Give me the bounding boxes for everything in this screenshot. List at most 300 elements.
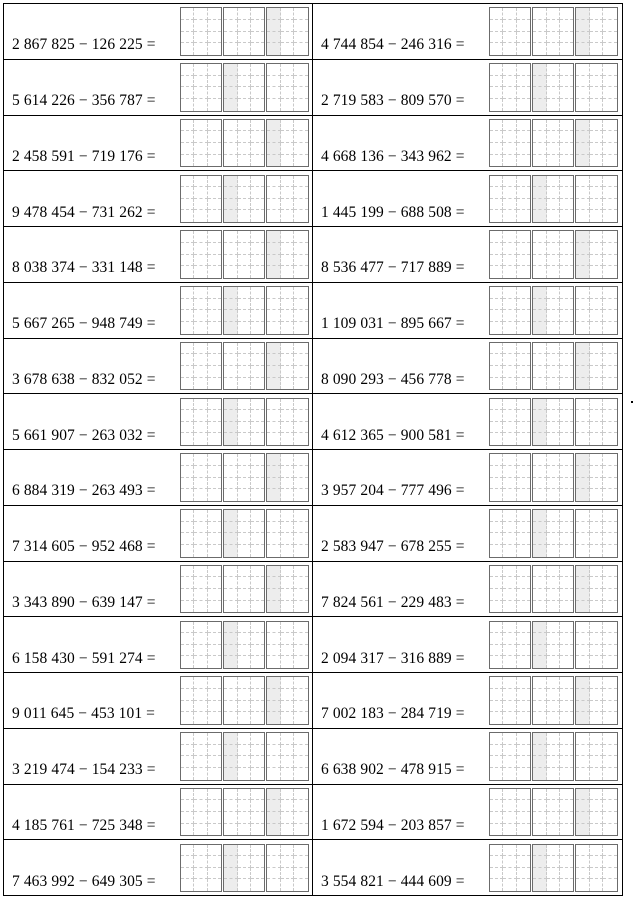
answer-grid-cell[interactable] xyxy=(194,131,207,143)
answer-grid-cell[interactable] xyxy=(224,76,237,88)
answer-grid-cell[interactable] xyxy=(238,745,251,757)
answer-grid-cell[interactable] xyxy=(181,287,194,299)
answer-grid-cell[interactable] xyxy=(294,677,307,689)
answer-grid-cell[interactable] xyxy=(603,366,616,378)
answer-grid-cell[interactable] xyxy=(533,399,546,411)
answer-grid-cell[interactable] xyxy=(603,343,616,355)
answer-grid-cell[interactable] xyxy=(181,645,194,657)
answer-grid-cell[interactable] xyxy=(181,656,194,668)
answer-grid-cell[interactable] xyxy=(560,231,573,243)
answer-grid-cell[interactable] xyxy=(181,701,194,713)
answer-grid-cell[interactable] xyxy=(533,656,546,668)
answer-grid-cell[interactable] xyxy=(576,633,589,645)
answer-grid-cell[interactable] xyxy=(503,243,516,255)
answer-grid-cell[interactable] xyxy=(590,143,603,155)
answer-grid-cell[interactable] xyxy=(590,243,603,255)
answer-grid-cell[interactable] xyxy=(294,287,307,299)
answer-grid-group[interactable] xyxy=(266,342,308,390)
answer-grid-cell[interactable] xyxy=(603,812,616,824)
answer-grid-group[interactable] xyxy=(575,621,617,669)
answer-grid-cell[interactable] xyxy=(224,187,237,199)
answer-grid-cell[interactable] xyxy=(181,601,194,613)
answer-grid-cell[interactable] xyxy=(238,868,251,880)
answer-grid-cell[interactable] xyxy=(194,310,207,322)
answer-grid-cell[interactable] xyxy=(503,601,516,613)
answer-grid-cell[interactable] xyxy=(281,879,294,891)
answer-grid-cell[interactable] xyxy=(576,20,589,32)
answer-grid-cell[interactable] xyxy=(547,879,560,891)
answer-grid-group[interactable] xyxy=(223,844,265,892)
answer-grid-cell[interactable] xyxy=(294,76,307,88)
answer-grid-cell[interactable] xyxy=(267,545,280,557)
answer-grid-cell[interactable] xyxy=(267,131,280,143)
answer-grid-cell[interactable] xyxy=(547,856,560,868)
answer-grid-cell[interactable] xyxy=(576,789,589,801)
answer-grid-cell[interactable] xyxy=(576,645,589,657)
answer-grid-cell[interactable] xyxy=(590,533,603,545)
answer-grid-cell[interactable] xyxy=(251,64,264,76)
answer-grid-cell[interactable] xyxy=(181,155,194,167)
answer-grid-cell[interactable] xyxy=(224,812,237,824)
answer-grid-cell[interactable] xyxy=(181,8,194,20)
answer-grid-cell[interactable] xyxy=(281,789,294,801)
answer-grid-cell[interactable] xyxy=(181,566,194,578)
answer-grid-cell[interactable] xyxy=(267,187,280,199)
answer-grid-cell[interactable] xyxy=(533,712,546,724)
answer-grid-cell[interactable] xyxy=(194,176,207,188)
answer-grid-cell[interactable] xyxy=(267,800,280,812)
answer-grid-group[interactable] xyxy=(223,509,265,557)
answer-grid[interactable] xyxy=(489,509,618,557)
answer-grid-cell[interactable] xyxy=(281,800,294,812)
answer-grid-cell[interactable] xyxy=(181,433,194,445)
answer-grid-cell[interactable] xyxy=(576,845,589,857)
answer-grid-cell[interactable] xyxy=(590,789,603,801)
answer-grid-cell[interactable] xyxy=(224,322,237,334)
answer-grid-cell[interactable] xyxy=(294,87,307,99)
answer-grid-cell[interactable] xyxy=(547,645,560,657)
answer-grid-cell[interactable] xyxy=(560,8,573,20)
answer-grid-cell[interactable] xyxy=(208,489,221,501)
answer-grid-cell[interactable] xyxy=(181,800,194,812)
answer-grid-cell[interactable] xyxy=(503,545,516,557)
answer-grid-cell[interactable] xyxy=(503,466,516,478)
answer-grid-cell[interactable] xyxy=(533,478,546,490)
answer-grid-cell[interactable] xyxy=(238,143,251,155)
answer-grid-cell[interactable] xyxy=(251,354,264,366)
answer-grid-cell[interactable] xyxy=(251,87,264,99)
answer-grid-cell[interactable] xyxy=(490,322,503,334)
answer-grid-cell[interactable] xyxy=(251,545,264,557)
answer-grid-cell[interactable] xyxy=(251,287,264,299)
answer-grid-cell[interactable] xyxy=(490,789,503,801)
answer-grid-cell[interactable] xyxy=(281,768,294,780)
answer-grid-cell[interactable] xyxy=(281,510,294,522)
answer-grid-cell[interactable] xyxy=(238,645,251,657)
answer-grid-cell[interactable] xyxy=(490,645,503,657)
answer-grid-cell[interactable] xyxy=(294,879,307,891)
answer-grid-cell[interactable] xyxy=(208,645,221,657)
answer-grid-cell[interactable] xyxy=(590,522,603,534)
answer-grid-group[interactable] xyxy=(532,175,574,223)
answer-grid-cell[interactable] xyxy=(251,120,264,132)
answer-grid-cell[interactable] xyxy=(224,845,237,857)
answer-grid-cell[interactable] xyxy=(503,410,516,422)
answer-grid-group[interactable] xyxy=(532,230,574,278)
answer-grid-cell[interactable] xyxy=(294,466,307,478)
answer-grid-cell[interactable] xyxy=(533,378,546,390)
answer-grid-cell[interactable] xyxy=(590,478,603,490)
answer-grid-cell[interactable] xyxy=(517,522,530,534)
answer-grid-cell[interactable] xyxy=(603,489,616,501)
answer-grid-cell[interactable] xyxy=(208,343,221,355)
answer-grid-cell[interactable] xyxy=(281,266,294,278)
answer-grid-cell[interactable] xyxy=(267,155,280,167)
answer-grid-cell[interactable] xyxy=(590,20,603,32)
answer-grid-cell[interactable] xyxy=(603,310,616,322)
answer-grid-cell[interactable] xyxy=(267,399,280,411)
answer-grid-cell[interactable] xyxy=(576,155,589,167)
answer-grid-cell[interactable] xyxy=(560,399,573,411)
answer-grid-cell[interactable] xyxy=(560,489,573,501)
answer-grid-cell[interactable] xyxy=(267,76,280,88)
answer-grid-cell[interactable] xyxy=(517,633,530,645)
answer-grid-cell[interactable] xyxy=(503,176,516,188)
answer-grid-cell[interactable] xyxy=(547,354,560,366)
answer-grid-cell[interactable] xyxy=(590,677,603,689)
answer-grid-cell[interactable] xyxy=(224,231,237,243)
answer-grid-cell[interactable] xyxy=(490,20,503,32)
answer-grid-cell[interactable] xyxy=(590,187,603,199)
answer-grid-cell[interactable] xyxy=(294,745,307,757)
answer-grid-cell[interactable] xyxy=(490,210,503,222)
answer-grid-cell[interactable] xyxy=(576,712,589,724)
answer-grid-cell[interactable] xyxy=(251,845,264,857)
answer-grid[interactable] xyxy=(489,7,618,55)
answer-grid-cell[interactable] xyxy=(547,322,560,334)
answer-grid-cell[interactable] xyxy=(294,645,307,657)
answer-grid-cell[interactable] xyxy=(503,633,516,645)
answer-grid-cell[interactable] xyxy=(281,8,294,20)
answer-grid-cell[interactable] xyxy=(181,677,194,689)
answer-grid-cell[interactable] xyxy=(576,422,589,434)
answer-grid[interactable] xyxy=(180,398,309,446)
answer-grid-cell[interactable] xyxy=(560,800,573,812)
answer-grid-cell[interactable] xyxy=(503,255,516,267)
answer-grid-cell[interactable] xyxy=(490,466,503,478)
answer-grid-cell[interactable] xyxy=(181,176,194,188)
answer-grid-cell[interactable] xyxy=(224,633,237,645)
answer-grid-cell[interactable] xyxy=(181,689,194,701)
answer-grid-cell[interactable] xyxy=(490,433,503,445)
answer-grid-cell[interactable] xyxy=(590,287,603,299)
answer-grid-cell[interactable] xyxy=(224,645,237,657)
answer-grid-cell[interactable] xyxy=(294,255,307,267)
answer-grid-cell[interactable] xyxy=(560,656,573,668)
answer-grid-cell[interactable] xyxy=(181,266,194,278)
answer-grid-cell[interactable] xyxy=(281,422,294,434)
answer-grid-cell[interactable] xyxy=(208,87,221,99)
answer-grid-cell[interactable] xyxy=(517,701,530,713)
answer-grid-cell[interactable] xyxy=(590,433,603,445)
answer-grid-cell[interactable] xyxy=(294,210,307,222)
answer-grid-group[interactable] xyxy=(223,286,265,334)
answer-grid-cell[interactable] xyxy=(547,99,560,111)
answer-grid-cell[interactable] xyxy=(560,433,573,445)
answer-grid-cell[interactable] xyxy=(533,231,546,243)
answer-grid-cell[interactable] xyxy=(533,410,546,422)
answer-grid-cell[interactable] xyxy=(251,745,264,757)
answer-grid-cell[interactable] xyxy=(281,410,294,422)
answer-grid-cell[interactable] xyxy=(590,824,603,836)
answer-grid-cell[interactable] xyxy=(576,32,589,44)
answer-grid-cell[interactable] xyxy=(281,677,294,689)
answer-grid-cell[interactable] xyxy=(576,601,589,613)
answer-grid-group[interactable] xyxy=(266,509,308,557)
answer-grid-cell[interactable] xyxy=(576,43,589,55)
answer-grid-cell[interactable] xyxy=(194,87,207,99)
answer-grid-cell[interactable] xyxy=(517,454,530,466)
answer-grid-cell[interactable] xyxy=(517,299,530,311)
answer-grid-cell[interactable] xyxy=(603,645,616,657)
answer-grid-group[interactable] xyxy=(266,453,308,501)
answer-grid-cell[interactable] xyxy=(238,322,251,334)
answer-grid-cell[interactable] xyxy=(267,433,280,445)
answer-grid-cell[interactable] xyxy=(281,20,294,32)
answer-grid-cell[interactable] xyxy=(590,756,603,768)
answer-grid-cell[interactable] xyxy=(251,522,264,534)
answer-grid[interactable] xyxy=(180,7,309,55)
answer-grid-cell[interactable] xyxy=(251,231,264,243)
answer-grid[interactable] xyxy=(489,398,618,446)
answer-grid-cell[interactable] xyxy=(590,378,603,390)
answer-grid-cell[interactable] xyxy=(490,310,503,322)
answer-grid-cell[interactable] xyxy=(224,756,237,768)
answer-grid-cell[interactable] xyxy=(517,489,530,501)
answer-grid-cell[interactable] xyxy=(267,243,280,255)
answer-grid-cell[interactable] xyxy=(533,20,546,32)
answer-grid-cell[interactable] xyxy=(517,577,530,589)
answer-grid-cell[interactable] xyxy=(194,656,207,668)
answer-grid-cell[interactable] xyxy=(267,176,280,188)
answer-grid-cell[interactable] xyxy=(547,566,560,578)
answer-grid-cell[interactable] xyxy=(208,768,221,780)
answer-grid-cell[interactable] xyxy=(576,322,589,334)
answer-grid-cell[interactable] xyxy=(224,701,237,713)
answer-grid-cell[interactable] xyxy=(603,545,616,557)
answer-grid-cell[interactable] xyxy=(590,545,603,557)
answer-grid-group[interactable] xyxy=(266,175,308,223)
answer-grid-cell[interactable] xyxy=(251,768,264,780)
answer-grid-group[interactable] xyxy=(266,286,308,334)
answer-grid-cell[interactable] xyxy=(294,622,307,634)
answer-grid-cell[interactable] xyxy=(294,800,307,812)
answer-grid-cell[interactable] xyxy=(281,378,294,390)
answer-grid-cell[interactable] xyxy=(560,299,573,311)
answer-grid-cell[interactable] xyxy=(517,879,530,891)
answer-grid-cell[interactable] xyxy=(251,399,264,411)
answer-grid-group[interactable] xyxy=(266,844,308,892)
answer-grid-cell[interactable] xyxy=(238,879,251,891)
answer-grid-cell[interactable] xyxy=(517,756,530,768)
answer-grid-cell[interactable] xyxy=(281,622,294,634)
answer-grid-cell[interactable] xyxy=(224,20,237,32)
answer-grid-cell[interactable] xyxy=(517,378,530,390)
answer-grid-cell[interactable] xyxy=(490,566,503,578)
answer-grid-cell[interactable] xyxy=(576,478,589,490)
answer-grid-group[interactable] xyxy=(223,119,265,167)
answer-grid-cell[interactable] xyxy=(560,32,573,44)
answer-grid-cell[interactable] xyxy=(603,712,616,724)
answer-grid-cell[interactable] xyxy=(517,210,530,222)
answer-grid-cell[interactable] xyxy=(267,577,280,589)
answer-grid-cell[interactable] xyxy=(490,143,503,155)
answer-grid-cell[interactable] xyxy=(533,545,546,557)
answer-grid-cell[interactable] xyxy=(517,131,530,143)
answer-grid-cell[interactable] xyxy=(517,800,530,812)
answer-grid-cell[interactable] xyxy=(490,43,503,55)
answer-grid-cell[interactable] xyxy=(224,99,237,111)
answer-grid-cell[interactable] xyxy=(590,622,603,634)
answer-grid-cell[interactable] xyxy=(533,433,546,445)
answer-grid-cell[interactable] xyxy=(294,366,307,378)
answer-grid-cell[interactable] xyxy=(267,310,280,322)
answer-grid-cell[interactable] xyxy=(181,824,194,836)
answer-grid-cell[interactable] xyxy=(208,656,221,668)
answer-grid-cell[interactable] xyxy=(603,199,616,211)
answer-grid-cell[interactable] xyxy=(194,510,207,522)
answer-grid-cell[interactable] xyxy=(533,756,546,768)
answer-grid-cell[interactable] xyxy=(267,410,280,422)
answer-grid-cell[interactable] xyxy=(490,8,503,20)
answer-grid-cell[interactable] xyxy=(603,99,616,111)
answer-grid-cell[interactable] xyxy=(533,243,546,255)
answer-grid-cell[interactable] xyxy=(533,768,546,780)
answer-grid-cell[interactable] xyxy=(238,422,251,434)
answer-grid-cell[interactable] xyxy=(490,399,503,411)
answer-grid-cell[interactable] xyxy=(503,20,516,32)
answer-grid-cell[interactable] xyxy=(281,856,294,868)
answer-grid-cell[interactable] xyxy=(194,8,207,20)
answer-grid-group[interactable] xyxy=(532,398,574,446)
answer-grid-cell[interactable] xyxy=(224,287,237,299)
answer-grid-cell[interactable] xyxy=(547,32,560,44)
answer-grid-cell[interactable] xyxy=(590,366,603,378)
answer-grid-cell[interactable] xyxy=(224,622,237,634)
answer-grid-cell[interactable] xyxy=(294,299,307,311)
answer-grid-cell[interactable] xyxy=(603,422,616,434)
answer-grid-cell[interactable] xyxy=(576,310,589,322)
answer-grid-cell[interactable] xyxy=(576,466,589,478)
answer-grid-group[interactable] xyxy=(489,119,531,167)
answer-grid-cell[interactable] xyxy=(267,533,280,545)
answer-grid-cell[interactable] xyxy=(560,310,573,322)
answer-grid-cell[interactable] xyxy=(603,478,616,490)
answer-grid-cell[interactable] xyxy=(181,812,194,824)
answer-grid-cell[interactable] xyxy=(533,454,546,466)
answer-grid-cell[interactable] xyxy=(194,120,207,132)
answer-grid-cell[interactable] xyxy=(208,533,221,545)
answer-grid-cell[interactable] xyxy=(603,868,616,880)
answer-grid-cell[interactable] xyxy=(181,64,194,76)
answer-grid-cell[interactable] xyxy=(560,633,573,645)
answer-grid-cell[interactable] xyxy=(560,622,573,634)
answer-grid-cell[interactable] xyxy=(181,489,194,501)
answer-grid-group[interactable] xyxy=(575,509,617,557)
answer-grid-cell[interactable] xyxy=(251,689,264,701)
answer-grid-cell[interactable] xyxy=(533,76,546,88)
answer-grid-cell[interactable] xyxy=(576,656,589,668)
answer-grid-cell[interactable] xyxy=(238,789,251,801)
answer-grid-group[interactable] xyxy=(575,342,617,390)
answer-grid-cell[interactable] xyxy=(224,712,237,724)
answer-grid-cell[interactable] xyxy=(251,454,264,466)
answer-grid-cell[interactable] xyxy=(181,20,194,32)
answer-grid-cell[interactable] xyxy=(181,299,194,311)
answer-grid-cell[interactable] xyxy=(517,545,530,557)
answer-grid-cell[interactable] xyxy=(590,812,603,824)
answer-grid-cell[interactable] xyxy=(517,120,530,132)
answer-grid-cell[interactable] xyxy=(281,733,294,745)
answer-grid-cell[interactable] xyxy=(490,701,503,713)
answer-grid-cell[interactable] xyxy=(194,633,207,645)
answer-grid-cell[interactable] xyxy=(547,789,560,801)
answer-grid-cell[interactable] xyxy=(267,656,280,668)
answer-grid-cell[interactable] xyxy=(238,845,251,857)
answer-grid-cell[interactable] xyxy=(208,64,221,76)
answer-grid-cell[interactable] xyxy=(576,510,589,522)
answer-grid-cell[interactable] xyxy=(533,8,546,20)
answer-grid-cell[interactable] xyxy=(547,510,560,522)
answer-grid-cell[interactable] xyxy=(208,789,221,801)
answer-grid-cell[interactable] xyxy=(224,243,237,255)
answer-grid-cell[interactable] xyxy=(603,64,616,76)
answer-grid-cell[interactable] xyxy=(517,689,530,701)
answer-grid-cell[interactable] xyxy=(267,8,280,20)
answer-grid-cell[interactable] xyxy=(194,155,207,167)
answer-grid-cell[interactable] xyxy=(181,422,194,434)
answer-grid-group[interactable] xyxy=(489,732,531,780)
answer-grid-cell[interactable] xyxy=(224,522,237,534)
answer-grid-cell[interactable] xyxy=(294,410,307,422)
answer-grid-cell[interactable] xyxy=(208,812,221,824)
answer-grid-cell[interactable] xyxy=(251,622,264,634)
answer-grid-cell[interactable] xyxy=(267,32,280,44)
answer-grid-cell[interactable] xyxy=(603,87,616,99)
answer-grid-cell[interactable] xyxy=(267,589,280,601)
answer-grid-cell[interactable] xyxy=(517,143,530,155)
answer-grid-cell[interactable] xyxy=(267,768,280,780)
answer-grid-cell[interactable] xyxy=(590,131,603,143)
answer-grid-cell[interactable] xyxy=(208,299,221,311)
answer-grid-group[interactable] xyxy=(532,732,574,780)
answer-grid-cell[interactable] xyxy=(560,266,573,278)
answer-grid[interactable] xyxy=(489,565,618,613)
answer-grid-cell[interactable] xyxy=(194,255,207,267)
answer-grid-cell[interactable] xyxy=(517,266,530,278)
answer-grid-cell[interactable] xyxy=(560,589,573,601)
answer-grid-cell[interactable] xyxy=(294,789,307,801)
answer-grid-cell[interactable] xyxy=(590,422,603,434)
answer-grid-group[interactable] xyxy=(532,119,574,167)
answer-grid-cell[interactable] xyxy=(547,768,560,780)
answer-grid-cell[interactable] xyxy=(208,322,221,334)
answer-grid-cell[interactable] xyxy=(267,856,280,868)
answer-grid-cell[interactable] xyxy=(576,677,589,689)
answer-grid-cell[interactable] xyxy=(238,489,251,501)
answer-grid-cell[interactable] xyxy=(208,745,221,757)
answer-grid-cell[interactable] xyxy=(603,410,616,422)
